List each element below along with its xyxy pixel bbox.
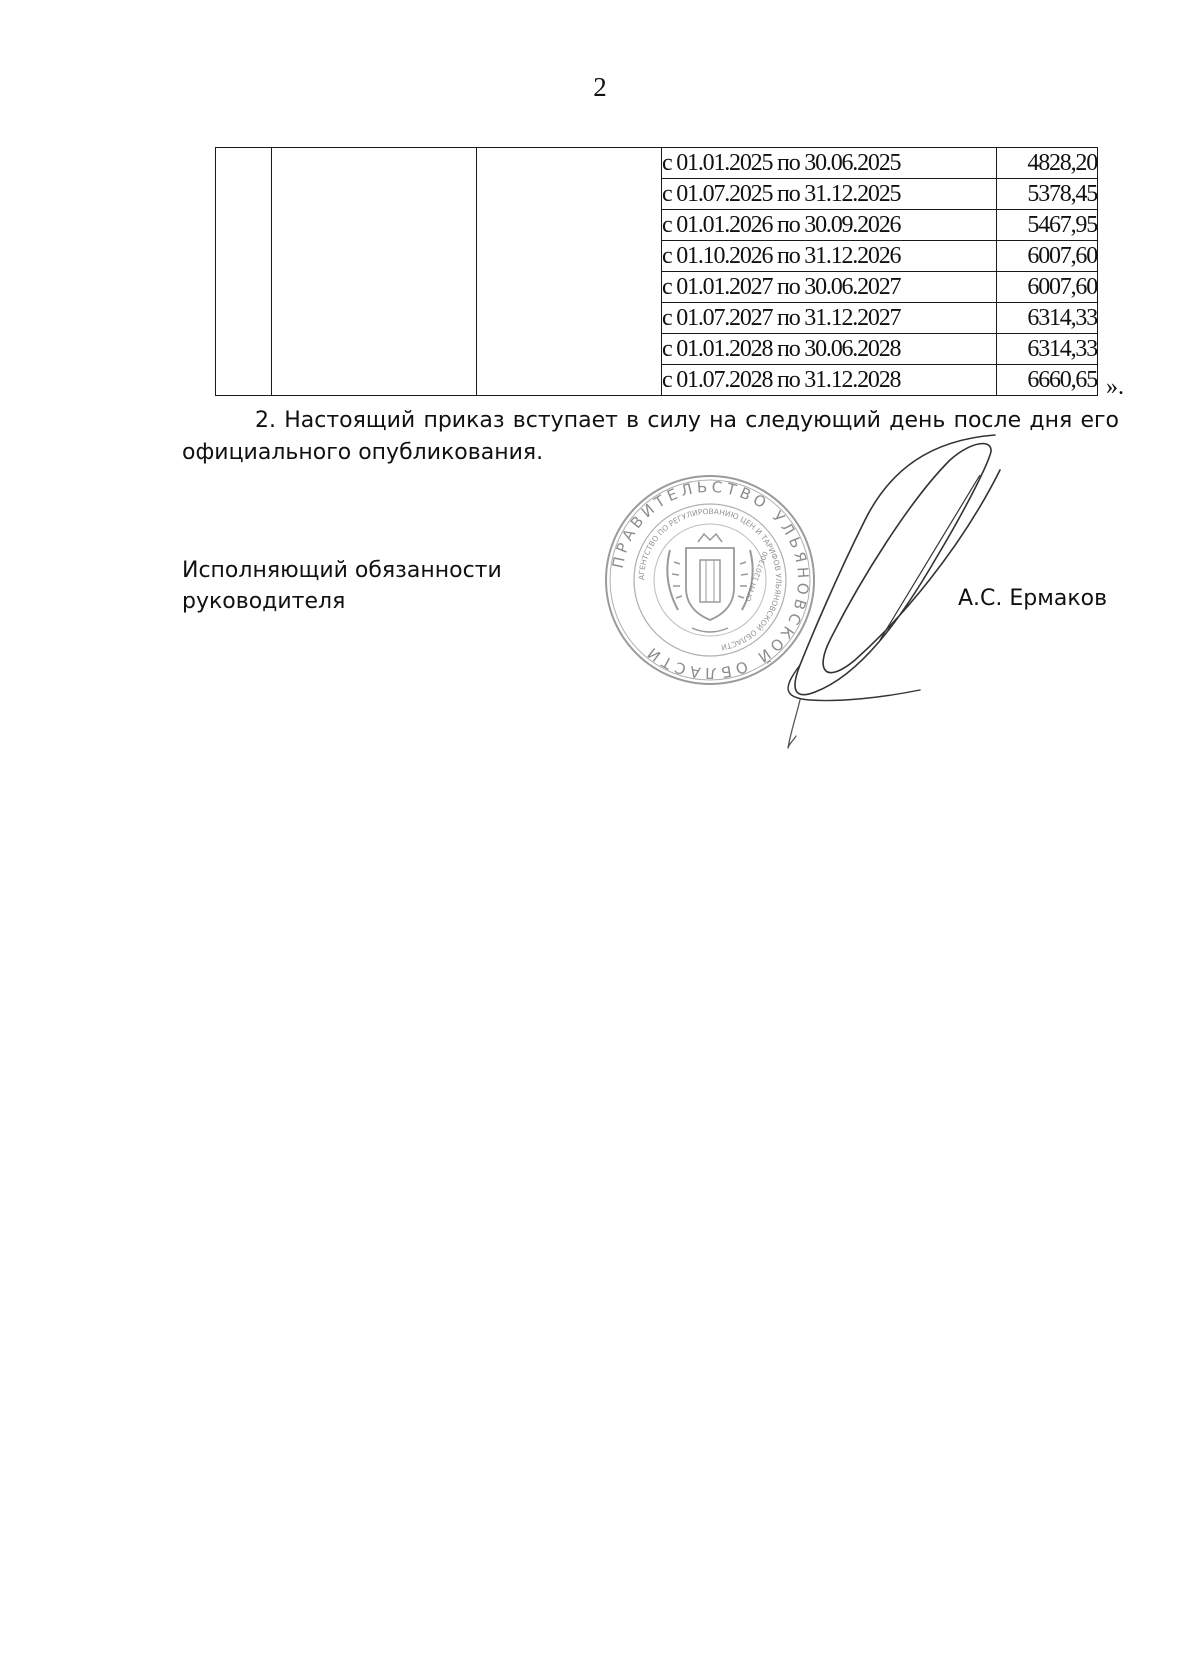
signatory-title: [182, 555, 502, 617]
table-cell-value: 6007,60: [997, 241, 1098, 272]
closing-quote: ».: [1106, 374, 1124, 400]
table-cell-period: с 01.07.2027 по 31.12.2027: [662, 303, 997, 334]
table-cell-period: с 01.01.2028 по 30.06.2028: [662, 334, 997, 365]
table-cell-period: с 01.01.2025 по 30.06.2025: [662, 148, 997, 179]
table-cell-period: с 01.07.2028 по 31.12.2028: [662, 365, 997, 396]
page-number: 2: [593, 72, 607, 102]
table-cell-number: [216, 148, 272, 396]
signatory-title-line2: руководителя: [182, 589, 346, 614]
paragraph-2: 2. Настоящий приказ вступает в силу на следующий день после дня его официального опубликования.: [182, 408, 1119, 465]
table-row: [216, 148, 1098, 179]
table-cell-value: 6660,65: [997, 365, 1098, 396]
seal-inner-text: АГЕНТСТВО ПО РЕГУЛИРОВАНИЮ ЦЕН И ТАРИФОВ УЛЬЯНОВСКОЙ ОБЛАСТИ: [636, 506, 784, 653]
svg-text:АГЕНТСТВО ПО РЕГУЛИРОВАНИЮ ЦЕН: [637, 507, 783, 652]
table-cell-value: 4828,20: [997, 148, 1098, 179]
table-cell-value: 6314,33: [997, 334, 1098, 365]
signatory-title-line1: Исполняющий обязанности: [182, 558, 502, 583]
table-cell-value: 6314,33: [997, 303, 1098, 334]
tariff-table: [215, 147, 1098, 396]
table-cell-value: 6007,60: [997, 272, 1098, 303]
table-cell-period: с 01.01.2027 по 30.06.2027: [662, 272, 997, 303]
table-cell-period: с 01.01.2026 по 30.09.2026: [662, 210, 997, 241]
seal-outer-text: ПРАВИТЕЛЬСТВО УЛЬЯНОВСКОЙ ОБЛАСТИ: [608, 477, 813, 683]
coat-of-arms-icon: [667, 534, 752, 632]
table-cell-period: с 01.10.2026 по 31.12.2026: [662, 241, 997, 272]
table-cell-organization: [272, 148, 477, 396]
table-cell-period: с 01.07.2025 по 31.12.2025: [662, 179, 997, 210]
seal-ogrn-text: ОГРН 1207300: [744, 550, 770, 603]
signatory-name: А.С. Ермаков: [958, 586, 1108, 611]
table-cell-value: 5467,95: [997, 210, 1098, 241]
table-cell-service: [477, 148, 662, 396]
table-cell-value: 5378,45: [997, 179, 1098, 210]
